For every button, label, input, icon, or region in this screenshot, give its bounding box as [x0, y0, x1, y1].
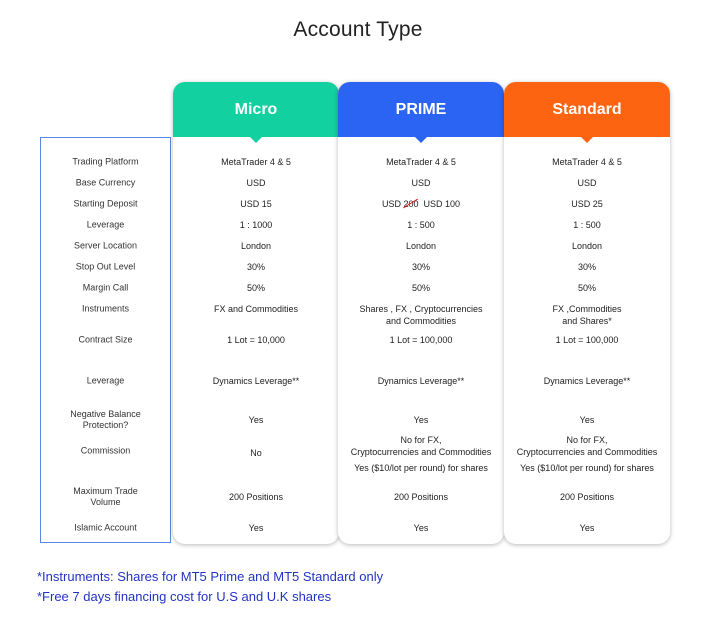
- commission-line-1: No for FX,: [400, 435, 442, 445]
- instruments-line-2: and Shares*: [562, 316, 612, 326]
- cell-instruments: [504, 303, 670, 327]
- page-title: Account Type: [293, 18, 423, 41]
- row-label-dynamic-leverage: Leverage: [86, 375, 125, 386]
- cell-islamic: Yes: [248, 523, 264, 533]
- cell-platform: MetaTrader 4 & 5: [552, 157, 622, 167]
- cell-contract: 1 Lot = 100,000: [555, 335, 619, 345]
- cell-margin-call: 50%: [577, 283, 596, 293]
- cell-commission: [504, 434, 670, 474]
- account-name: PRIME: [395, 100, 447, 118]
- commission-line-3: Yes ($10/lot per round) for shares: [520, 463, 654, 473]
- row-label-stop-out-level: Stop Out Level: [75, 261, 136, 272]
- row-label-trading-platform: Trading Platform: [72, 156, 139, 167]
- cell-platform: MetaTrader 4 & 5: [386, 157, 456, 167]
- cell-server: London: [571, 241, 603, 251]
- cell-islamic: Yes: [413, 523, 429, 533]
- cell-margin-call: 50%: [246, 283, 265, 293]
- account-header-prime: [338, 82, 504, 137]
- cell-dynamic-leverage: Dynamics Leverage**: [543, 376, 631, 386]
- cell-max-volume: 200 Positions: [228, 492, 284, 502]
- row-label-negative-balance: Negative Balance Protection?: [70, 409, 141, 430]
- header-pointer: [250, 137, 262, 143]
- cell-negative-balance: Yes: [248, 415, 264, 425]
- cell-dynamic-leverage: Dynamics Leverage**: [212, 376, 300, 386]
- footnote-instruments: *Instruments: Shares for MT5 Prime and MT5 Standard only: [37, 569, 384, 584]
- cell-islamic: Yes: [579, 523, 595, 533]
- row-label-base-currency: Base Currency: [75, 177, 136, 188]
- row-label-server-location: Server Location: [73, 240, 138, 251]
- cell-leverage: 1 : 500: [573, 220, 601, 230]
- row-label-islamic-account: Islamic Account: [74, 522, 137, 533]
- row-label-starting-deposit: Starting Deposit: [73, 198, 138, 209]
- commission-line-3: Yes ($10/lot per round) for shares: [354, 463, 488, 473]
- cell-currency: USD: [246, 178, 266, 188]
- row-label-contract-size: Contract Size: [78, 334, 133, 345]
- cell-dynamic-leverage: Dynamics Leverage**: [377, 376, 465, 386]
- cell-stop-out: 30%: [577, 262, 596, 272]
- cell-contract: 1 Lot = 10,000: [227, 335, 285, 345]
- cell-max-volume: 200 Positions: [393, 492, 449, 502]
- deposit-prefix: USD: [381, 199, 404, 209]
- row-label-leverage: Leverage: [86, 219, 125, 230]
- cell-instruments: [338, 303, 504, 327]
- cell-leverage: 1 : 500: [407, 220, 435, 230]
- header-pointer: [581, 137, 593, 143]
- row-label-instruments: Instruments: [81, 303, 130, 314]
- cell-commission: [338, 434, 504, 474]
- cell-negative-balance: Yes: [579, 415, 595, 425]
- cell-commission: No: [250, 448, 262, 458]
- instruments-line-1: Shares , FX , Cryptocurrencies: [359, 304, 483, 314]
- deposit-old-strikethrough: 200: [403, 199, 419, 209]
- account-column-standard: [504, 82, 670, 544]
- cell-deposit: USD 15: [240, 199, 272, 209]
- cell-currency: USD: [577, 178, 597, 188]
- commission-line-2: Cryptocurrencies and Commodities: [516, 447, 658, 457]
- instruments-line-2: and Commodities: [385, 316, 457, 326]
- account-name: Micro: [234, 100, 278, 118]
- cell-server: London: [405, 241, 437, 251]
- cell-max-volume: 200 Positions: [559, 492, 615, 502]
- cell-negative-balance: Yes: [413, 415, 429, 425]
- deposit-new: USD 100: [423, 199, 461, 209]
- cell-server: London: [240, 241, 272, 251]
- account-column-prime: [338, 82, 504, 544]
- row-label-max-trade-volume: Maximum Trade Volume: [73, 486, 138, 507]
- instruments-line-1: FX ,Commodities: [552, 304, 622, 314]
- cell-platform: MetaTrader 4 & 5: [221, 157, 291, 167]
- cell-contract: 1 Lot = 100,000: [389, 335, 453, 345]
- account-name: Standard: [552, 100, 622, 118]
- row-label-margin-call: Margin Call: [82, 282, 129, 293]
- cell-deposit: USD 25: [571, 199, 603, 209]
- header-pointer: [415, 137, 427, 143]
- cell-instruments: FX and Commodities: [213, 304, 299, 314]
- cell-currency: USD: [411, 178, 431, 188]
- cell-leverage: 1 : 1000: [239, 220, 273, 230]
- cell-deposit: [338, 198, 504, 210]
- row-label-commission: Commission: [80, 445, 131, 456]
- commission-line-2: Cryptocurrencies and Commodities: [350, 447, 492, 457]
- cell-stop-out: 30%: [246, 262, 265, 272]
- cell-stop-out: 30%: [411, 262, 430, 272]
- footnote-financing: *Free 7 days financing cost for U.S and U.K shares: [37, 589, 332, 604]
- account-header-micro: [173, 82, 339, 137]
- account-header-standard: [504, 82, 670, 137]
- cell-margin-call: 50%: [411, 283, 430, 293]
- account-column-micro: [173, 82, 339, 544]
- commission-line-1: No for FX,: [566, 435, 608, 445]
